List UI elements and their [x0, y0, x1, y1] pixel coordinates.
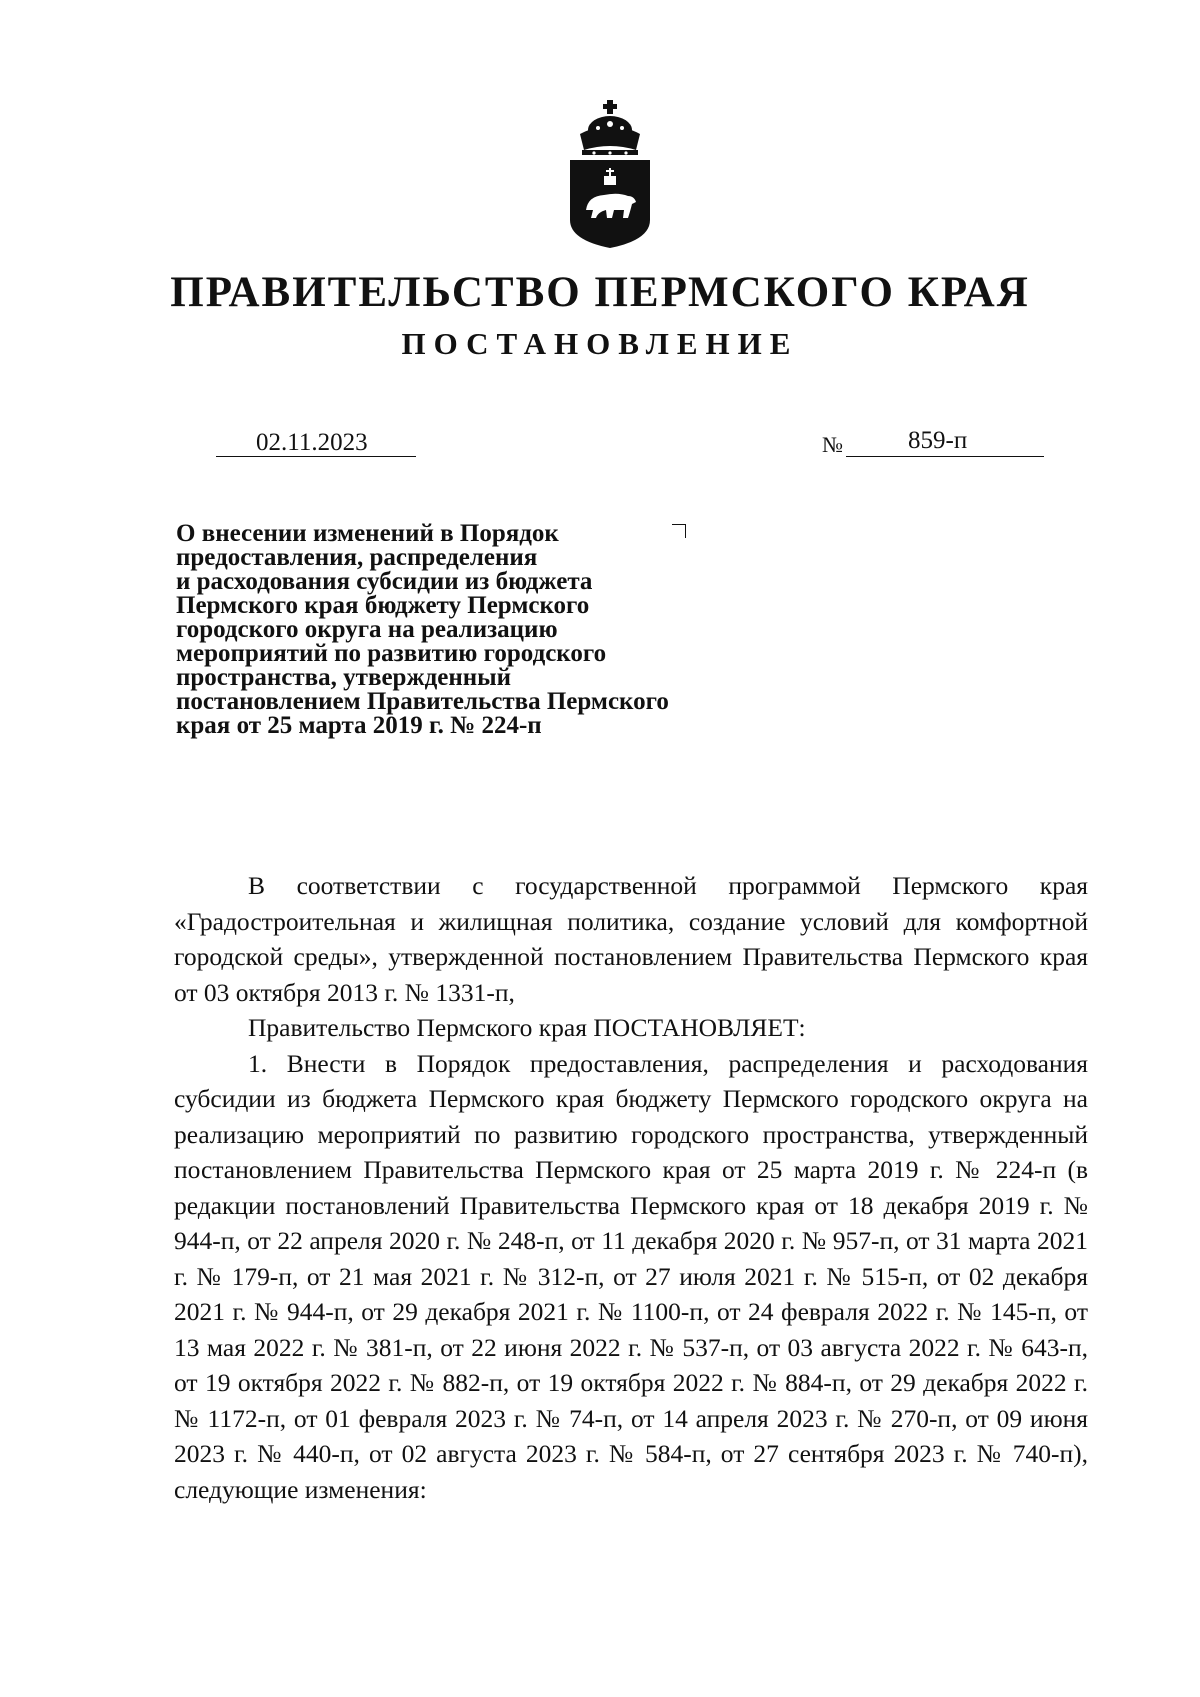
subject-line: городского округа на реализацию [176, 616, 558, 643]
document-type: ПОСТАНОВЛЕНИЕ [401, 326, 799, 361]
subject-line: предоставления, распределения [176, 544, 538, 571]
subject-line: края от 25 марта 2019 г. № 224-п [176, 712, 542, 739]
document-date: 02.11.2023 [256, 429, 368, 456]
coat-of-arms-icon [566, 100, 654, 250]
subject-line: и расходования субсидии из бюджета [176, 568, 593, 595]
document-body [174, 868, 1088, 1507]
clause-1-paragraph: 1. Внести в Порядок предоставления, распределения и расходования субсидии из бюджета Пермского края бюджету Пермского городского округа на реализацию мероприятий по развитию городского пространства, утвержденный постановлением Правительства Пермского края от 25 марта 2019 г. № 224-п (в редакции постановлений Правительства Пермского края от 18 декабря 2019 г. № 944-п, от 22 апреля 2020 г. № 248-п, от 11 декабря 2020 г. № 957-п, от 31 марта 2021 г. № 179-п, от 21 мая 2021 г. № 312-п, от 27 июля 2021 г. № 515-п, от 02 декабря 2021 г. № 944-п, от 29 декабря 2021 г. № 1100-п, от 24 февраля 2022 г. № 145-п, от 13 мая 2022 г. № 381-п, от 22 июня 2022 г. № 537-п, от 03 августа 2022 г. № 643-п, от 19 октября 2022 г. № 882-п, от 19 октября 2022 г. № 884-п, от 29 декабря 2022 г. № 1172-п, от 01 февраля 2023 г. № 74-п, от 14 апреля 2023 г. № 270-п, от 09 июня 2023 г. № 440-п, от 02 августа 2023 г. № 584-п, от 27 сентября 2023 г. № 740-п), следующие изменения: [174, 1048, 1088, 1504]
preamble-paragraph: В соответствии с государственной программой Пермского края «Градостроительная и жилищная политика, создание условий для комфортной городской среды», утвержденной постановлением Правительства Пермского края от 03 октября 2013 г. № 1331-п, [174, 871, 1088, 1007]
subject-line: О внесении изменений в Порядок [176, 520, 559, 547]
subject-line: постановлением Правительства Пермского [176, 688, 669, 715]
document-number: 859-п [908, 427, 968, 454]
resolution-paragraph: Правительство Пермского края ПОСТАНОВЛЯЕТ: [248, 1013, 806, 1042]
number-sign: № [822, 432, 843, 457]
document-subject [176, 522, 736, 738]
subject-line: пространства, утвержденный [176, 664, 512, 691]
subject-line: Пермского края бюджету Пермского [176, 592, 590, 619]
subject-line: мероприятий по развитию городского [176, 640, 607, 667]
organization-title: ПРАВИТЕЛЬСТВО ПЕРМСКОГО КРАЯ [170, 269, 1030, 316]
